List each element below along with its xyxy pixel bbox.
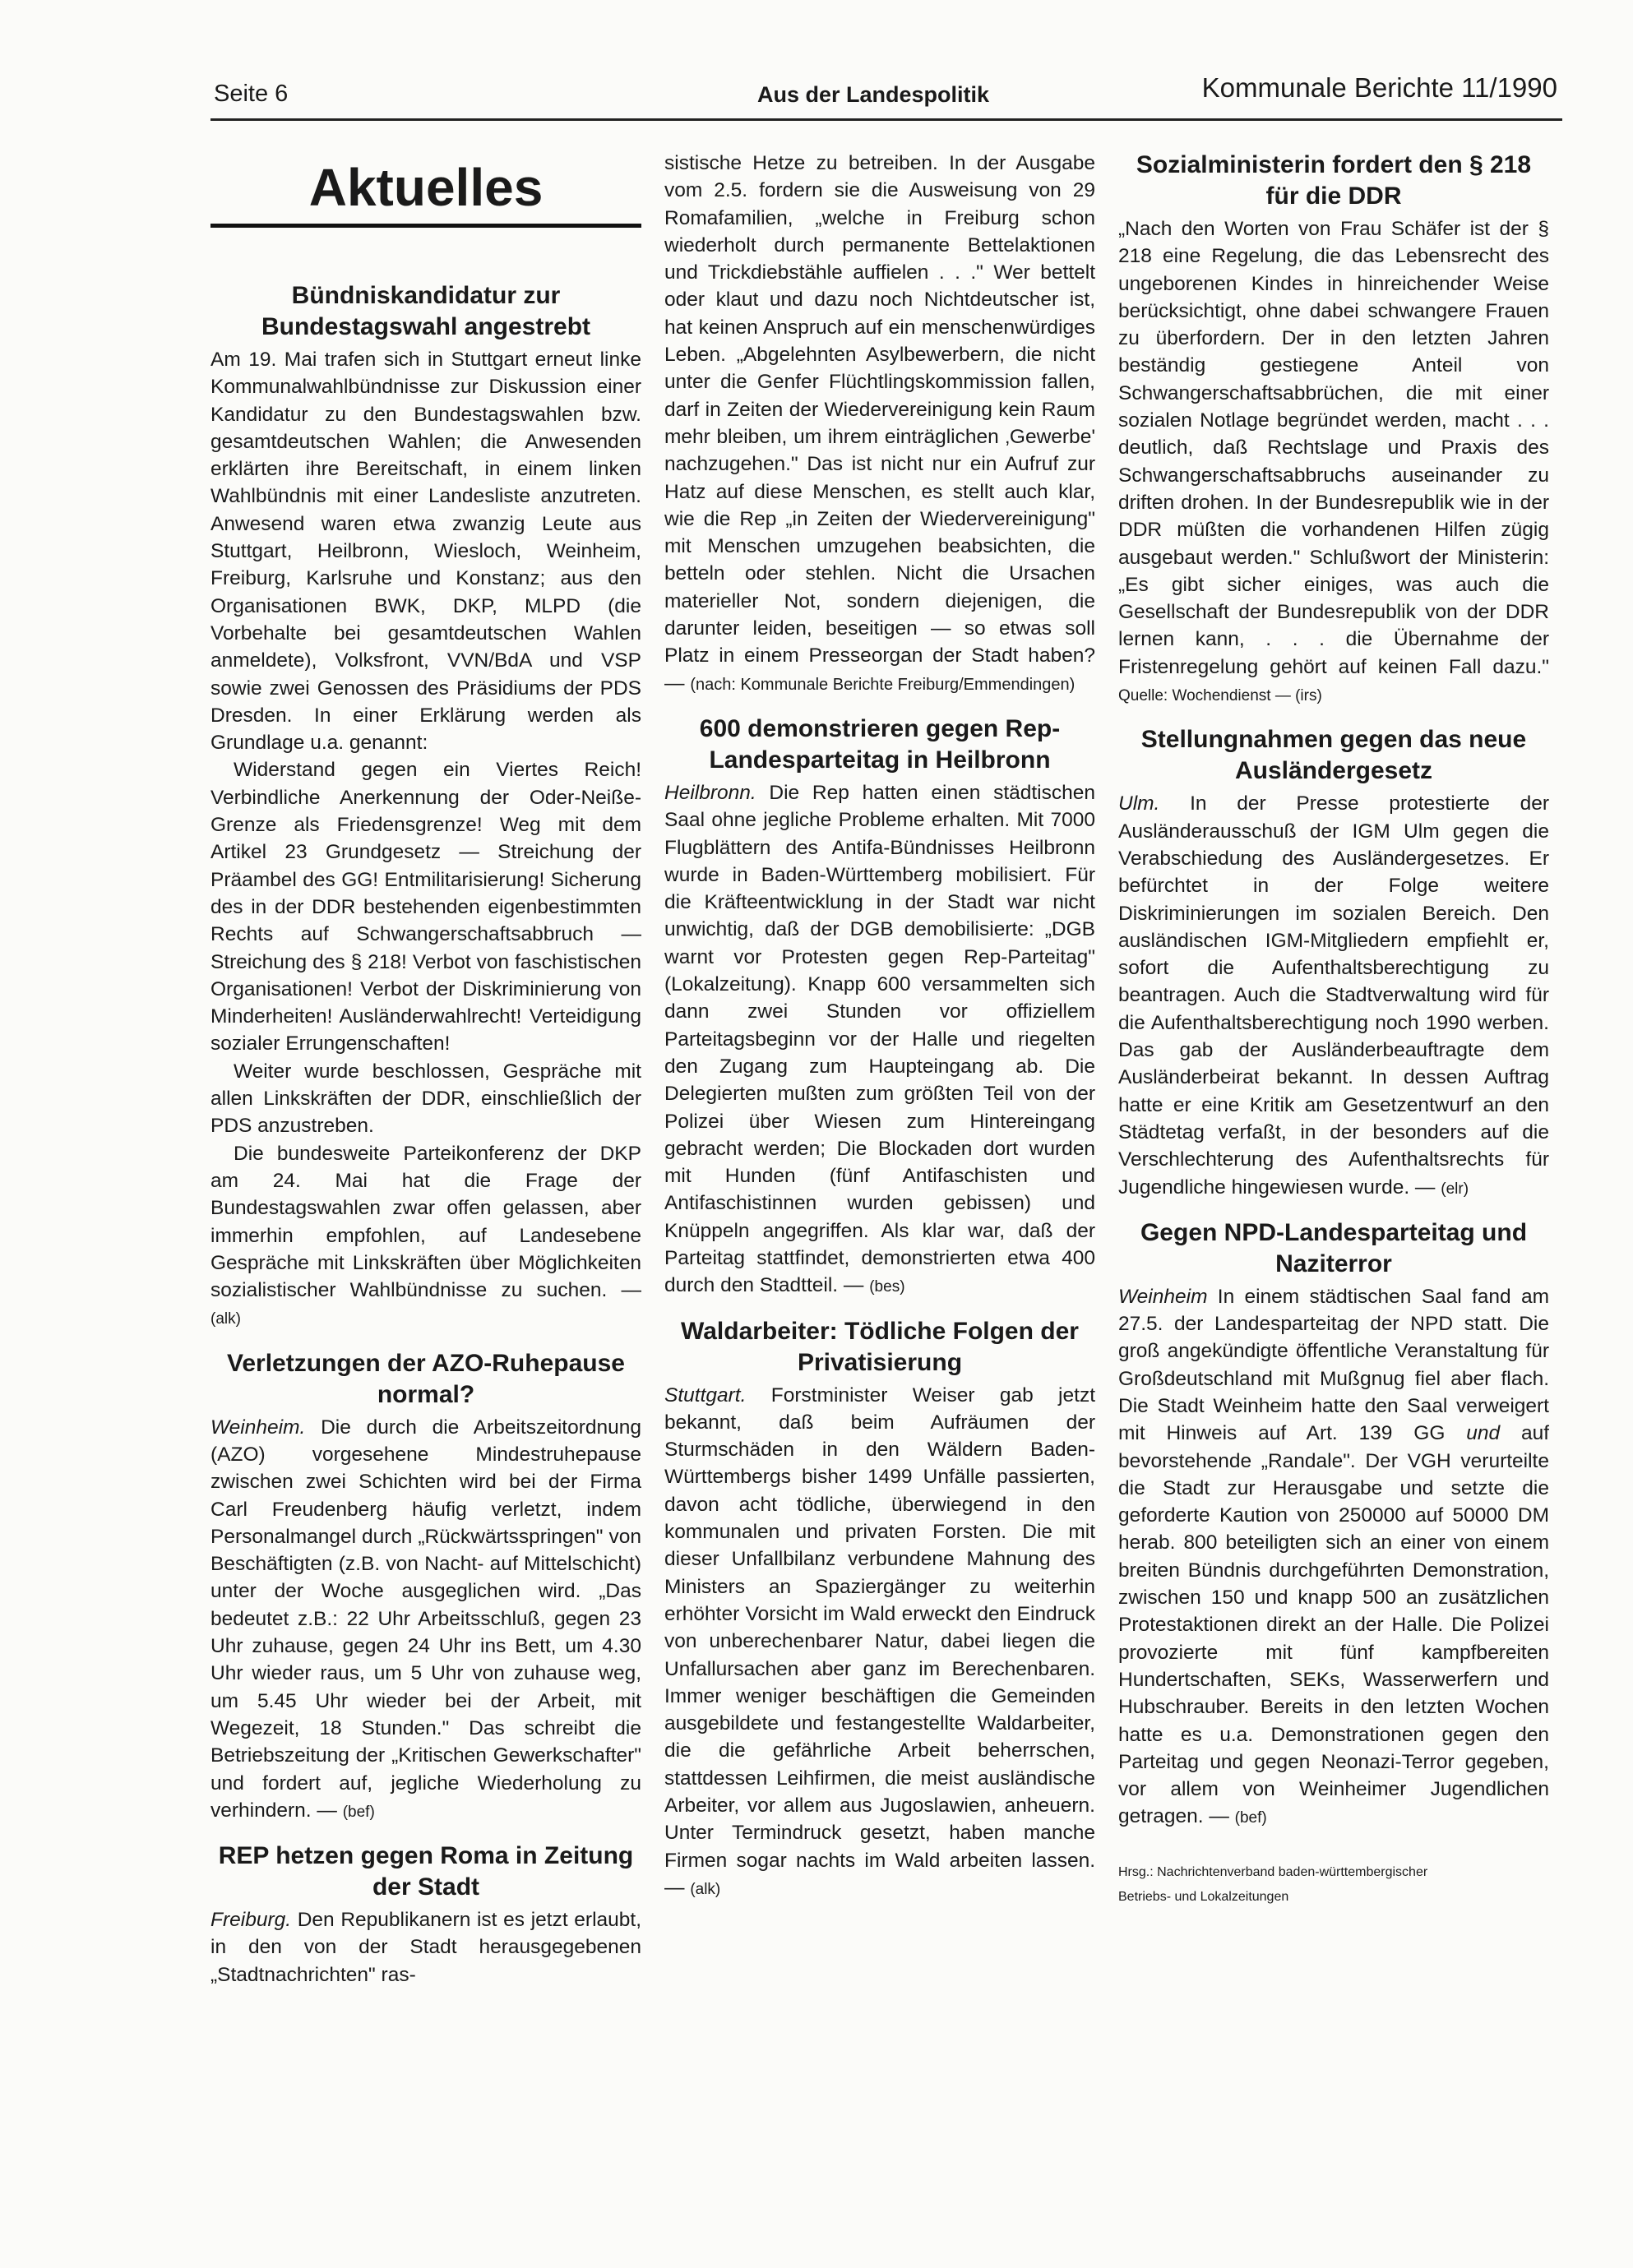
article-headline: Bündniskandidatur zur Bundestagswahl angestrebt: [261, 282, 591, 340]
page-number: Seite 6: [214, 81, 289, 107]
dateline: Heilbronn.: [664, 781, 756, 804]
dateline: Ulm.: [1118, 792, 1160, 815]
author-credit: (bef): [1234, 1809, 1267, 1827]
article-headline: Sozialministerin fordert den § 218 für die DDR: [1136, 151, 1532, 210]
dateline: Freiburg.: [210, 1909, 292, 1932]
section-title: Aus der Landespolitik: [757, 82, 990, 107]
author-credit: (bes): [869, 1278, 905, 1296]
author-credit: (alk): [690, 1880, 721, 1898]
emphasis: und: [1466, 1422, 1501, 1445]
article-headline: Waldarbeiter: Tödliche Folgen der Privatisierung: [681, 1317, 1079, 1376]
title-rule: [210, 224, 641, 228]
article-paragraph: „Nach den Worten von Frau Schäfer ist der § 218 eine Regelung, die das Lebensrecht des ungeborenen Kindes in hinreichender Weise berücksichtigt, ohne dabei schwangere Frauen zu überfordern. Der in den letzten Jahren beständig gestiegene Anteil von Schwangerschaftsabbrüchen, die mit einer sozialen Notlage begründet werden, macht . . . deutlich, daß Rechtslage und Praxis des Schwangerschaftsabbruchs auseinander zu driften drohen. In der Bundesrepublik wie in der DDR müßten die vorhandenen Hilfen zügig ausgebaut werden." Schlußwort der Ministerin: „Es gibt sicher einiges, was auch die Gesellschaft der Bundesrepublik von der DDR lernen kann, . . . die Übernahme der Fristenregelung gehört auf keinen Fall dazu." Quelle: Wochendienst — (irs): [1118, 218, 1549, 705]
article-headline: Stellungnahmen gegen das neue Ausländergesetz: [1140, 726, 1527, 785]
article-headline: REP hetzen gegen Roma in Zeitung der Stadt: [218, 1842, 634, 1901]
article-paragraph: Ulm. In der Presse protestierte der Ausländerausschuß der IGM Ulm gegen die Verabschiedung des Ausländergesetzes. Er befürchtet in der Folge weitere Diskriminierungen im sozialen Bereich. Den ausländischen IGM-Mitgliedern empfiehlt er, sofort die Aufenthaltsberechtigung zu beantragen. Auch die Stadtverwaltung wird für die Aufenthaltsberechtigung noch 1990 werben. Das gab der Ausländerbeauftragte dem Ausländerbeirat bekannt. In dessen Auftrag hatte er eine Kritik am Gesetzentwurf an den Städtetag verfaßt, in der besonders auf die Verschlechterung des Aufenthaltsrechts für Jugendliche hingewiesen wurde. — (elr): [1118, 792, 1549, 1199]
author-credit: (nach: Kommunale Berichte Freiburg/Emmendingen): [690, 675, 1076, 694]
article-paragraph: Weinheim. Die durch die Arbeitszeitordnung (AZO) vorgesehene Mindestruhepause zwischen zwei Schichten wird bei der Firma Carl Freudenberg häufig verletzt, indem Personalmangel durch „Rückwärtsspringen" von Beschäftigten (z.B. von Nacht- auf Mittelschicht) unter der Woche ausgeglichen wird. „Das bedeutet z.B.: 22 Uhr Arbeitsschluß, gegen 23 Uhr zuhause, gegen 24 Uhr ins Bett, um 4.30 Uhr wieder raus, um 5 Uhr von zuhause weg, um 5.45 Uhr wieder bei der Arbeit, mit Wegezeit, 18 Stunden." Das schreibt die Betriebszeitung der „Kritischen Gewerkschafter" und fordert auf, jegliche Wiederholung zu verhindern. — (bef): [210, 1416, 641, 1822]
article-paragraph: Freiburg. Den Republikanern ist es jetzt erlaubt, in den von der Stadt herausgegebenen „Stadtnachrichten" ras-: [210, 1909, 641, 1986]
column-3: [1118, 150, 1549, 2188]
column-2: [664, 150, 1095, 2188]
article-headline: Verletzungen der AZO-Ruhepause normal?: [227, 1349, 625, 1408]
article-paragraph: Am 19. Mai trafen sich in Stuttgart erneut linke Kommunalwahlbündnisse zur Diskussion einer Kandidatur zu den Bundestagswahlen bzw. gesamtdeutschen Wahlen; die Anwesenden erklärten ihre Bereitschaft, in einem linken Wahlbündnis mit einer Landesliste anzutreten. Anwesend waren etwa zwanzig Leute aus Stuttgart, Heilbronn, Wiesloch, Weinheim, Freiburg, Karlsruhe und Konstanz; aus den Organisationen BWK, DKP, MLPD (die Vorbehalte bei gesamtdeutschen Wahlen anmeldete), Volksfront, VVN/BdA und VSP sowie zwei Genossen des Präsidiums der PDS Dresden. In einer Erklärung werden als Grundlage u.a. genannt:: [210, 349, 641, 755]
article-paragraph: Stuttgart. Forstminister Weiser gab jetzt bekannt, daß beim Aufräumen der Sturmschäden in den Wäldern Baden-Württembergs bisher 1499 Unfälle passierten, davon acht tödliche, überwiegend in den kommunalen und privaten Forsten. Die mit dieser Unfallbilanz verbundene Mahnung des Ministers an Spaziergänger zu weiterhin erhöhter Vorsicht im Wald erweckt den Eindruck von unberechenbarer Natur, dabei liegen die Unfallursachen aber ganz im Berechenbaren. Immer weniger beschäftigen die Gemeinden ausgebildete und festangestellte Waldarbeiter, die die gefährliche Arbeit beherrschen, stattdessen Leihfirmen, die meist ausländische Arbeiter, vor allem aus Jugoslawien, anheuern. Unter Termindruck gesetzt, haben manche Firmen sogar nachts im Wald arbeiten lassen. — (alk): [664, 1383, 1095, 1899]
article-paragraph: Weinheim In einem städtischen Saal fand am 27.5. der Landesparteitag der NPD statt. Die groß angekündigte öffentliche Veranstaltung für Großdeutschland mit Mußgnug fiel aber flach. Die Stadt Weinheim hatte den Saal verweigert mit Hinweis auf Art. 139 GG und auf bevorstehende „Randale". Der VGH verurteilte die Stadt zur Herausgabe und setzte die geforderte Kaution von 250000 auf 50000 DM herab. 800 beteiligten sich an einer von einem breiten Bündnis durchgeführten Demonstration, zwischen 150 und knapp 500 an zusätzlichen Protestaktionen direkt an der Halle. Die Polizei provozierte mit fünf kampfbereiten Hundertschaften, SEKs, Wasserwerfern und Hubschrauber. Bereits in den letzten Wochen hatte es u.a. Demonstrationen gegen den Parteitag und gegen Neonazi-Terror gegeben, vor allem von Weinheimer Jugendlichen getragen. — (bef): [1118, 1285, 1549, 1828]
article-paragraph: Heilbronn. Die Rep hatten einen städtischen Saal ohne jegliche Probleme erhalten. Mit 7000 Flugblättern des Antifa-Bündnisses Heilbronn wurde in Baden-Württemberg mobilisiert. Für die Kräfteentwicklung in der Stadt war nicht unwichtig, daß der DGB demobilisierte: „DGB warnt vor Protesten gegen Rep-Parteitag" (Lokalzeitung). Knapp 600 versammelten sich dann zwei Stunden vor offiziellem Parteitagsbeginn vor der Halle und riegelten den Zugang zum Haupteingang ab. Die Delegierten mußten zum größten Teil von der Polizei über Wiesen zum Hintereingang gebracht werden; Die Blockaden dort wurden mit Hunden (fünf Antifaschisten und Antifaschistinnen wurden gebissen) und Knüppeln angegriffen. Als klar war, daß der Parteitag stattfindet, demonstrierten etwa 400 durch den Stadtteil. — (bes): [664, 781, 1095, 1297]
article-headline: Gegen NPD-Landesparteitag und Naziterror: [1140, 1218, 1528, 1277]
article-paragraph: sistische Hetze zu betreiben. In der Ausgabe vom 2.5. fordern sie die Ausweisung von 29 Romafamilien, „welche in Freiburg schon wiederholt durch permanente Bettelaktionen und Trickdiebstähle auffielen . . ." Wer bettelt oder klaut und dazu noch Nichtdeutscher ist, hat keinen Anspruch auf ein menschenwürdiges Leben. „Abgelehnten Asylbewerbern, die nicht unter die Genfer Flüchtlingskommission fallen, darf in Zeiten der Wiedervereinigung kein Raum mehr bleiben, um ihrem einträglichen ‚Gewerbe' nachzugehen." Das ist nicht nur ein Aufruf zur Hatz auf diese Menschen, es stellt auch klar, wie die Rep „in Zeiten der Wiedervereinigung" mit Menschen umzugehen beabsichten, die betteln oder stehlen. Nicht die Ursachen materieller Not, sondern diejenigen, die darunter leiden, beseitigen — so etwas soll Platz in einem Presseorgan der Stadt haben? — (nach: Kommunale Berichte Freiburg/Emmendingen): [664, 152, 1095, 695]
issue-label: Kommunale Berichte 11/1990: [1201, 72, 1557, 103]
author-credit: (elr): [1441, 1180, 1469, 1198]
article-paragraph: Widerstand gegen ein Viertes Reich! Verbindliche Anerkennung der Oder-Neiße-Grenze als Friedensgrenze! Weg mit dem Artikel 23 Grundgesetz — Streichung der Präambel des GG! Entmilitarisierung! Sicherung des in der DDR bestehenden eigenbestimmten Rechts auf Schwangerschaftsabbruch — Streichung des § 218! Verbot von faschistischen Organisationen! Verbot der Diskriminierung von Minderheiten! Ausländerwahlrecht! Verteidigung sozialer Errungenschaften!: [210, 759, 641, 1055]
dateline: Weinheim: [1118, 1285, 1208, 1308]
article-headline: 600 demonstrieren gegen Rep-Landesparteitag in Heilbronn: [699, 714, 1061, 774]
page-header: [210, 72, 1562, 121]
author-credit: (bef): [342, 1803, 375, 1821]
article-paragraph: Die bundesweite Parteikonferenz der DKP am 24. Mai hat die Frage der Bundestagswahlen zwar offen gelassen, aber immerhin empfohlen, auf Landesebene Gespräche mit Linkskräften über Möglichkeiten sozialistischer Wahlbündnisse zu suchen. — (alk): [210, 1142, 641, 1328]
column-1: [210, 150, 641, 2188]
rubric-title: Aktuelles: [308, 158, 544, 217]
article-paragraph: Weiter wurde beschlossen, Gespräche mit allen Linkskräften der DDR, einschließlich der PDS anzustreben.: [210, 1060, 641, 1138]
author-credit: (alk): [210, 1310, 241, 1328]
publisher-note: Hrsg.: Nachrichtenverband baden-württembergischer Betriebs- und Lokalzeitungen: [1118, 1864, 1428, 1904]
author-credit: Quelle: Wochendienst — (irs): [1118, 687, 1322, 705]
dateline: Stuttgart.: [664, 1383, 747, 1407]
dateline: Weinheim.: [210, 1416, 306, 1439]
